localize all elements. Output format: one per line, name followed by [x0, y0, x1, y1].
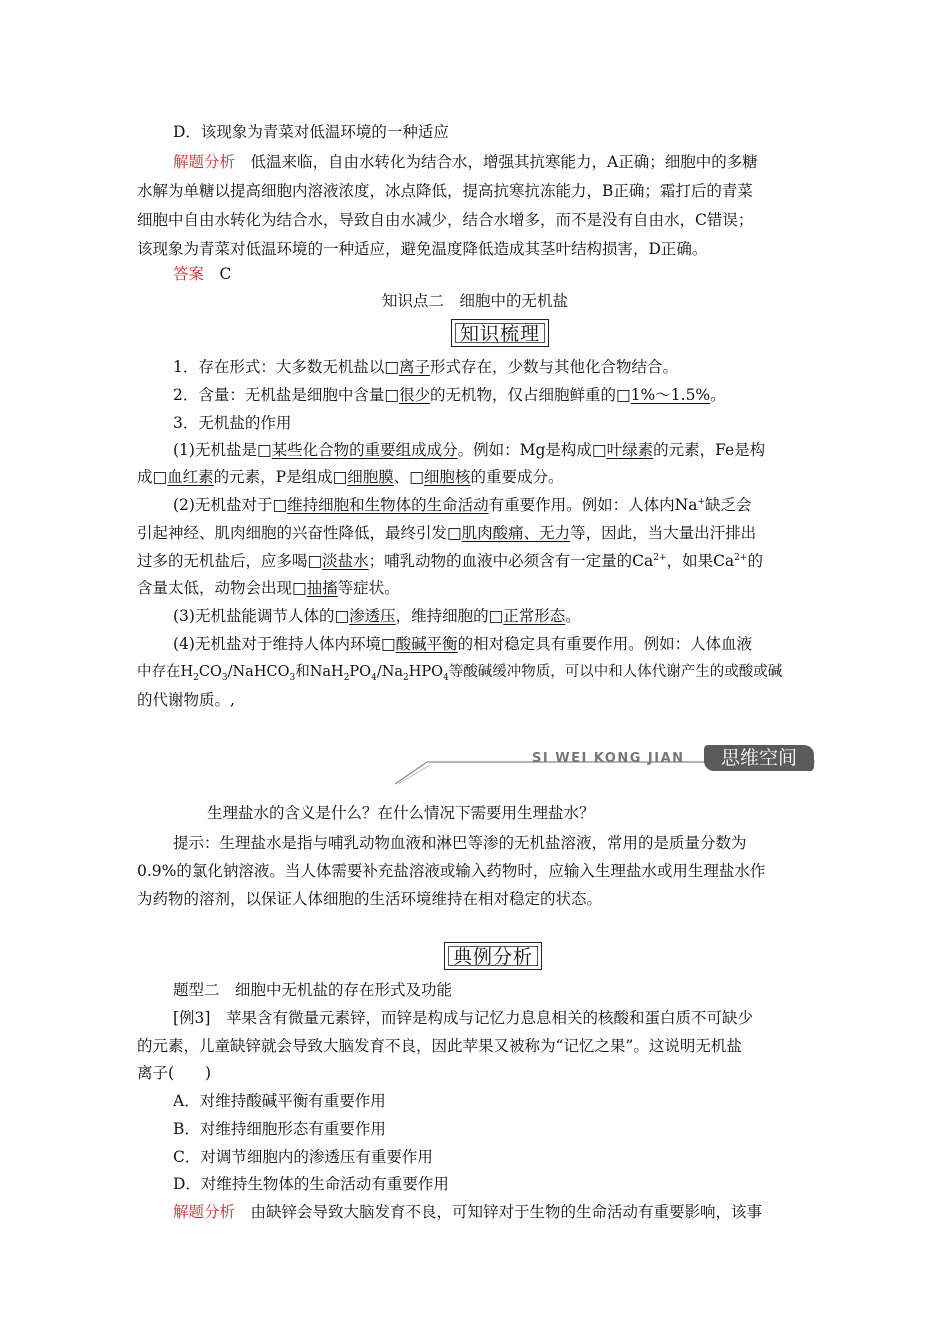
text: 1．存在形式：大多数无机盐以□ [173, 358, 400, 376]
analysis-paragraph [173, 1202, 853, 1222]
text: 的 [747, 552, 763, 570]
text: 。例如：Mg是构成□ [457, 441, 607, 459]
banner-pinyin: SI WEI KONG JIAN [532, 751, 685, 766]
banner-title: 思维空间 [704, 745, 814, 771]
text: ，维持细胞的□ [395, 607, 504, 625]
superscript: 2+ [653, 552, 667, 563]
answer-blank: 血红素 [167, 468, 214, 486]
text: 有重要作用。例如：人体内Na [488, 496, 698, 514]
answer-blank: 维持细胞和生物体的生命活动 [287, 496, 489, 514]
analysis-paragraph [173, 152, 853, 172]
answer-blank: 某些化合物的重要组成成分 [271, 441, 458, 459]
text: 缺乏会 [704, 496, 752, 514]
analysis-line: 细胞中自由水转化为结合水，导致自由水减少，结合水增多，而不是没有自由水，C错误； [137, 211, 754, 229]
analysis-line: 水解为单糖以提高细胞内溶液浓度，冰点降低，提高抗寒抗冻能力，B正确；霜打后的青菜 [137, 182, 753, 200]
answer-value: C [204, 265, 232, 283]
answer-blank: 肌肉酸痛、无力 [461, 524, 571, 542]
answer-blank: 抽搐 [306, 579, 338, 597]
option-b: B．对维持细胞形态有重要作用 [173, 1120, 386, 1138]
text: 。 [565, 607, 581, 625]
text: (1)无机盐是□ [173, 441, 272, 459]
text: 中存在H [137, 664, 194, 680]
knowledge-item-3-4 [173, 634, 853, 654]
thinking-hint-cont: 0.9%的氯化钠溶液。当人体需要补充盐溶液或输入药物时，应输入生理盐水或用生理盐水作 [137, 862, 766, 880]
thinking-hint-cont: 为药物的溶剂，以保证人体细胞的生活环境维持在相对稳定的状态。 [137, 890, 603, 908]
thinking-question: 生理盐水的含义是什么？在什么情况下需要用生理盐水？ [207, 804, 595, 822]
knowledge-item-3-4-cont [137, 662, 817, 682]
text: PO [349, 664, 372, 680]
text: 2．含量：无机盐是细胞中含量□ [173, 386, 400, 404]
text: 等酸碱缓冲物质，可以中和人体代谢产生的或酸或碱 [448, 664, 783, 680]
answer-blank: 酸碱平衡 [395, 635, 458, 653]
knowledge-item-3-2 [173, 495, 853, 515]
example-box-title: 典例分析 [444, 942, 542, 970]
answer-blank: 叶绿素 [606, 441, 654, 459]
analysis-text: 由缺锌会导致大脑发育不良，可知锌对于生物的生命活动有重要影响，该事 [235, 1203, 763, 1221]
answer-blank: 正常形态 [503, 607, 566, 625]
text: 引起神经、肌肉细胞的兴奋性降低，最终引发□ [137, 524, 462, 542]
text: 的无机物，仅占细胞鲜重的□ [430, 386, 631, 404]
text: 的元素，P是组成□ [213, 468, 348, 486]
text: HPO [408, 664, 444, 680]
subscript: 3 [289, 672, 296, 683]
superscript: + [697, 496, 705, 507]
text: (2)无机盐对于□ [173, 496, 288, 514]
text: 的相对稳定具有重要作用。例如：人体血液 [457, 635, 753, 653]
text: CO [198, 664, 222, 680]
text: 的元素，Fe是构 [653, 441, 766, 459]
example-3-cont: 的元素，儿童缺锌就会导致大脑发育不良，因此苹果又被称为“记忆之果”。这说明无机盐 [137, 1037, 742, 1055]
text: (3)无机盐能调节人体的□ [173, 607, 350, 625]
subscript: 3 [221, 672, 228, 683]
knowledge-item-3-1 [173, 440, 853, 460]
analysis-label: 解题分析 [173, 1203, 236, 1221]
knowledge-item-3: 3．无机盐的作用 [173, 414, 292, 432]
answer-blank: 细胞核 [423, 468, 471, 486]
text: 和NaH [295, 664, 344, 680]
answer-blank: 很少 [399, 386, 431, 404]
text: 成□ [137, 468, 168, 486]
subscript: 4 [443, 672, 449, 683]
thinking-hint: 提示：生理盐水是指与哺乳动物血液和淋巴等渗的无机盐溶液，常用的是质量分数为 [173, 834, 747, 852]
knowledge-item-2 [173, 385, 853, 405]
text: 等，因此，当大量出汗排出 [570, 524, 757, 542]
answer-line [173, 264, 853, 284]
text: (4)无机盐对于维持人体内环境□ [173, 635, 396, 653]
answer-blank: 细胞膜 [347, 468, 394, 486]
example-3-cont: 离子( ) [137, 1064, 212, 1082]
knowledge-item-3-3 [173, 606, 853, 626]
analysis-line: 该现象为青菜对低温环境的一种适应，避免温度降低造成其茎叶结构损害，D正确。 [137, 240, 708, 258]
subscript: 2 [403, 672, 409, 683]
subscript: 2 [193, 672, 199, 683]
text: 的重要成分。 [470, 468, 564, 486]
section-title: 知识点二 细胞中的无机盐 [381, 292, 568, 310]
subscript: 4 [371, 672, 377, 683]
text: /Na [376, 664, 404, 680]
subscript: 2 [343, 672, 350, 683]
answer-blank: 离子 [399, 358, 431, 376]
knowledge-item-3-2-cont [137, 551, 817, 571]
text: 过多的无机盐后，应多喝□ [137, 552, 323, 570]
option-a: A．对维持酸碱平衡有重要作用 [173, 1092, 386, 1110]
text: 含量太低，动物会出现□ [137, 579, 307, 597]
option-d: D．对维持生物体的生命活动有重要作用 [173, 1175, 449, 1193]
knowledge-item-3-1-cont [137, 467, 817, 487]
answer-label: 答案 [173, 265, 205, 283]
text: 形式存在，少数与其他化合物结合。 [430, 358, 679, 376]
question-type: 题型二 细胞中无机盐的存在形式及功能 [173, 981, 453, 999]
analysis-label: 解题分析 [173, 153, 236, 171]
answer-blank: 淡盐水 [322, 552, 369, 570]
option-c: C．对调节细胞内的渗透压有重要作用 [173, 1148, 433, 1166]
text: /NaHCO [227, 664, 290, 680]
analysis-text: 低温来临，自由水转化为结合水，增强其抗寒能力，A正确；细胞中的多糖 [235, 153, 758, 171]
knowledge-item-3-2-cont [137, 523, 817, 543]
knowledge-item-3-4-cont: 的代谢物质。, [137, 691, 235, 709]
option-d: D．该现象为青菜对低温环境的一种适应 [173, 123, 449, 141]
text: ；哺乳动物的血液中必须含有一定量的Ca [368, 552, 654, 570]
knowledge-item-1 [173, 357, 853, 377]
superscript: 2+ [734, 552, 748, 563]
answer-blank: 渗透压 [349, 607, 396, 625]
knowledge-box-title: 知识梳理 [451, 319, 549, 347]
text: ，如果Ca [666, 552, 735, 570]
answer-blank: 1%～1.5% [630, 386, 711, 404]
example-3: [例3] 苹果含有微量元素锌，而锌是构成与记忆力息息相关的核酸和蛋白质不可缺少 [173, 1009, 753, 1027]
knowledge-item-3-2-cont [137, 578, 817, 598]
text: 等症状。 [337, 579, 400, 597]
text: 。 [710, 386, 726, 404]
text: 、□ [393, 468, 424, 486]
